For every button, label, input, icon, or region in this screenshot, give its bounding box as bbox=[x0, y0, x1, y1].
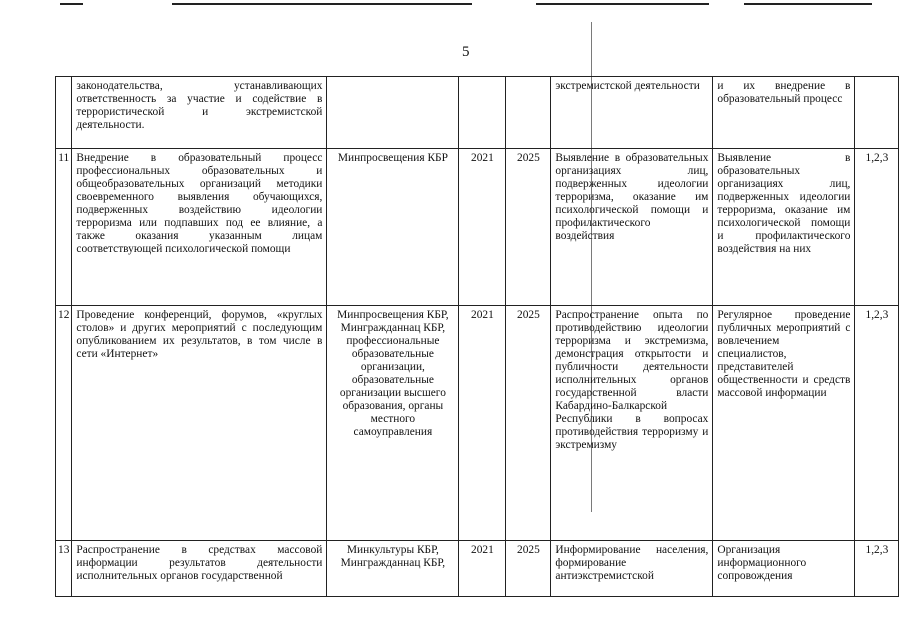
indicator-cell: Регулярное проведение публичных мероприятий с вовлечением специалистов, представителей общественности и средств массовой информации bbox=[713, 306, 855, 541]
executor-cell bbox=[327, 77, 459, 149]
row-number: 11 bbox=[56, 149, 72, 306]
year-end-cell: 2025 bbox=[506, 541, 551, 597]
result-cell: Информирование населения, формирование антиэкстремистской bbox=[551, 541, 713, 597]
executor-cell: Минпросвещения КБР, Мингражданнац КБР, профессиональные образовательные организации, образовательные организации высшего образования, органы местного самоуправления bbox=[327, 306, 459, 541]
table-row bbox=[56, 541, 899, 597]
page-number: 5 bbox=[462, 44, 470, 60]
year-start-cell bbox=[459, 77, 506, 149]
scan-top-line-2 bbox=[172, 3, 472, 5]
indicator-cell: Выявление в образовательных организациях лиц, подверженных идеологии терроризма, оказание им психологической помощи и профилактического воздействия на них bbox=[713, 149, 855, 306]
row-number: 12 bbox=[56, 306, 72, 541]
year-end-cell: 2025 bbox=[506, 149, 551, 306]
scan-top-line-1 bbox=[60, 3, 83, 5]
tasks-cell: 1,2,3 bbox=[855, 306, 899, 541]
indicator-cell: Организация информационного сопровождения bbox=[713, 541, 855, 597]
scan-top-line-3 bbox=[536, 3, 709, 5]
year-start-cell: 2021 bbox=[459, 306, 506, 541]
year-start-cell: 2021 bbox=[459, 541, 506, 597]
event-cell: законодательства, устанавливающих ответственность за участие и содействие в террористической и экстремистской деятельности. bbox=[72, 77, 327, 149]
scan-top-line-4 bbox=[744, 3, 872, 5]
executor-cell: Минпросвещения КБР bbox=[327, 149, 459, 306]
table-row bbox=[56, 77, 899, 149]
table-row bbox=[56, 306, 899, 541]
year-end-cell: 2025 bbox=[506, 306, 551, 541]
tasks-cell: 1,2,3 bbox=[855, 149, 899, 306]
event-cell: Распространение в средствах массовой информации результатов деятельности исполнительных органов государственной bbox=[72, 541, 327, 597]
table-row bbox=[56, 149, 899, 306]
result-cell: Распространение опыта по противодействию идеологии терроризма и экстремизма, демонстрация открытости и публичности деятельности исполнительных органов государственной власти Кабардино-Балкарской Республики в вопросах противодействия терроризму и экстремизму bbox=[551, 306, 713, 541]
row-number bbox=[56, 77, 72, 149]
result-cell: Выявление в образовательных организациях лиц, подверженных идеологии терроризма, оказание им психологической помощи и профилактического воздействия bbox=[551, 149, 713, 306]
tasks-cell bbox=[855, 77, 899, 149]
event-cell: Внедрение в образовательный процесс профессиональных образовательных и общеобразовательных организаций методики своевременного выявления обучающихся, подверженных воздействию идеологии терроризма или подпавших под ее влияние, а также оказания указанным лицам соответствующей психологической помощи bbox=[72, 149, 327, 306]
measures-table bbox=[55, 76, 899, 597]
event-cell: Проведение конференций, форумов, «круглых столов» и других мероприятий с последующим опубликованием их результатов, в том числе в сети «Интернет» bbox=[72, 306, 327, 541]
tasks-cell: 1,2,3 bbox=[855, 541, 899, 597]
result-cell: экстремистской деятельности bbox=[551, 77, 713, 149]
year-end-cell bbox=[506, 77, 551, 149]
year-start-cell: 2021 bbox=[459, 149, 506, 306]
row-number: 13 bbox=[56, 541, 72, 597]
executor-cell: Минкультуры КБР, Мингражданнац КБР, bbox=[327, 541, 459, 597]
indicator-cell: и их внедрение в образовательный процесс bbox=[713, 77, 855, 149]
